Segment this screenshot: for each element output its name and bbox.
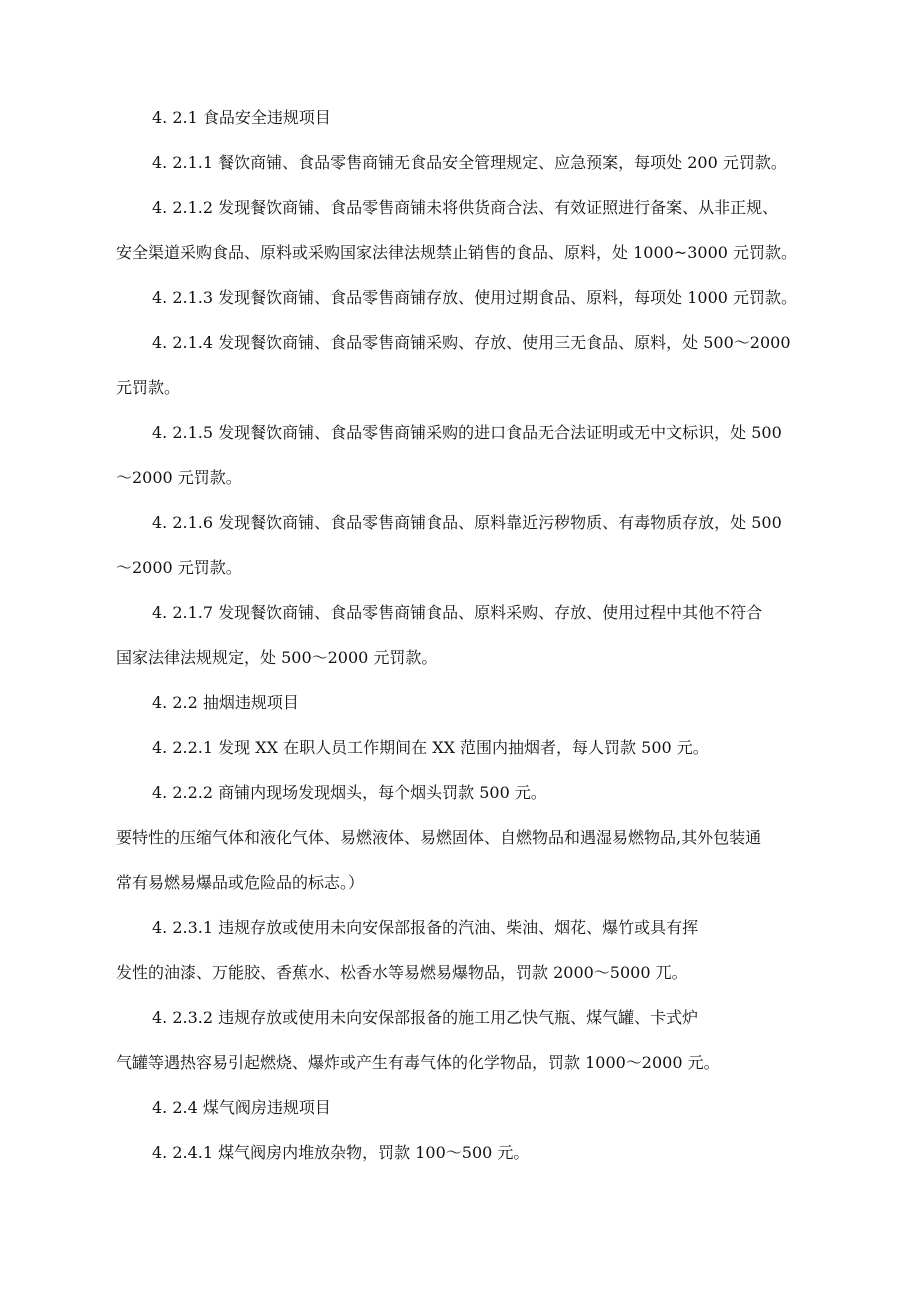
heading-4-2-4: 4. 2.4 煤气阀房违规项目 [152,1098,331,1117]
paragraph-line: 4. 2.1.5 发现餐饮商铺、食品零售商铺采购的进口食品无合法证明或无中文标识，处 500 [152,423,782,442]
paragraph-line: 常有易燃易爆品或危险品的标志。） [116,873,365,892]
paragraph-line: 4. 2.1.4 发现餐饮商铺、食品零售商铺采购、存放、使用三无食品、原料，处 500～2000 [152,333,791,352]
paragraph-line: 国家法律法规规定，处 500～2000 元罚款。 [116,648,438,667]
paragraph-line: 发性的油漆、万能胶、香蕉水、松香水等易燃易爆物品，罚款 2000～5000 兀。 [116,963,688,982]
paragraph-line: 要特性的压缩气体和液化气体、易燃液体、易燃固体、自燃物品和遇湿易燃物品,其外包装通 [116,828,762,847]
paragraph-line: ～2000 元罚款。 [116,468,242,487]
paragraph-line: 4. 2.2.2 商铺内现场发现烟头，每个烟头罚款 500 元。 [152,783,547,802]
paragraph-line: ～2000 元罚款。 [116,558,242,577]
paragraph-line: 4. 2.1.7 发现餐饮商铺、食品零售商铺食品、原料采购、存放、使用过程中其他不符合 [152,603,763,622]
paragraph-line: 安全渠道采购食品、原料或采购国家法律法规禁止销售的食品、原料，处 1000~3000 元罚款。 [116,243,798,262]
paragraph-line: 4. 2.1.3 发现餐饮商铺、食品零售商铺存放、使用过期食品、原料，每项处 1000 元罚款。 [152,288,798,307]
paragraph-line: 4. 2.1.2 发现餐饮商铺、食品零售商铺未将供货商合法、有效证照进行备案、从非正规、 [152,198,779,217]
paragraph-line: 4. 2.2.1 发现 XX 在职人员工作期间在 XX 范围内抽烟者，每人罚款 500 元。 [152,738,709,757]
paragraph-line: 元罚款。 [116,378,181,397]
paragraph-line: 4. 2.3.1 违规存放或使用未向安保部报备的汽油、柴油、烟花、爆竹或具有挥 [152,918,699,937]
heading-4-2-2: 4. 2.2 抽烟违规项目 [152,693,299,712]
paragraph-line: 4. 2.4.1 煤气阀房内堆放杂物，罚款 100～500 元。 [152,1143,530,1162]
paragraph-line: 气罐等遇热容易引起燃烧、爆炸或产生有毒气体的化学物品，罚款 1000～2000 元。 [116,1053,720,1072]
paragraph-line: 4. 2.1.6 发现餐饮商铺、食品零售商铺食品、原料靠近污秽物质、有毒物质存放，处 500 [152,513,782,532]
paragraph-line: 4. 2.1.1 餐饮商铺、食品零售商铺无食品安全管理规定、应急预案，每项处 200 元罚款。 [152,153,787,172]
heading-4-2-1: 4. 2.1 食品安全违规项目 [152,108,331,127]
paragraph-line: 4. 2.3.2 违规存放或使用未向安保部报备的施工用乙快气瓶、煤气罐、卡式炉 [152,1008,699,1027]
